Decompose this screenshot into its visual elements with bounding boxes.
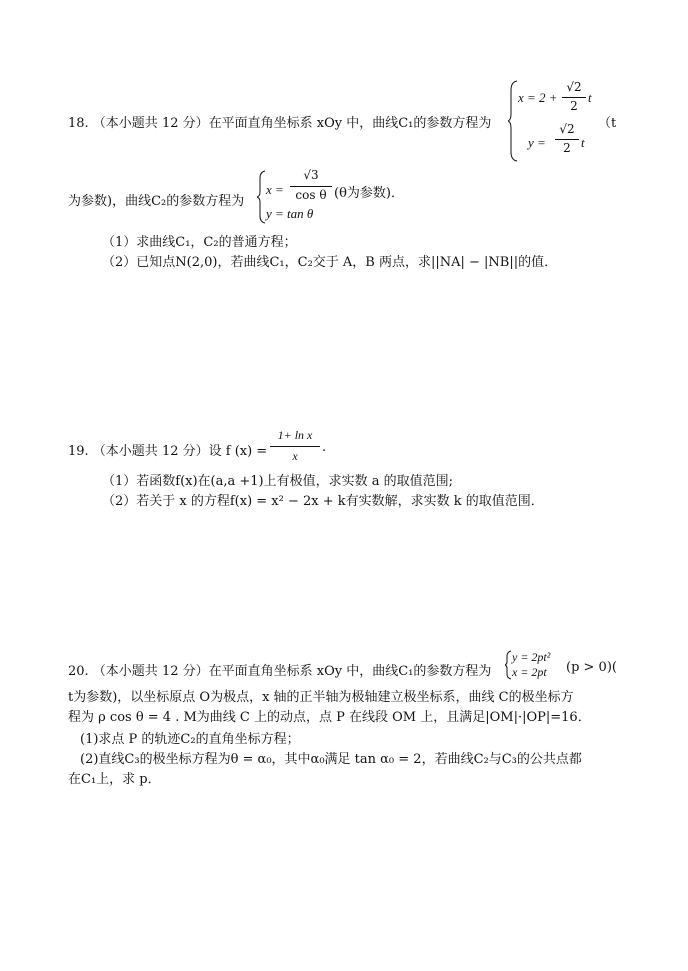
q20-part2: (2)直线C₃的极坐标方程为θ = α₀，其中α₀满足 tan α₀ = 2，若曲线C₂与C₃的公共点都 [80, 752, 582, 767]
q19-frac-num: 1+ ln x [277, 428, 313, 442]
q18-sys1-y-num: √2 [559, 122, 575, 136]
q18-sys1-y-lhs: y = [528, 135, 546, 150]
q18-sys1-x-den: 2 [570, 99, 578, 113]
q18-sys1-y-var: t [581, 135, 585, 150]
q20-part1: (1)求点 P 的轨迹C₂的直角坐标方程； [80, 732, 300, 747]
q19-frac-bar [270, 446, 320, 447]
q18-sys2-x-tail: (θ为参数)． [334, 186, 404, 201]
q20-sys-tail: (p > 0)( [566, 660, 617, 675]
q18-sys2-y: y = tan θ [266, 206, 314, 221]
q19-part1: （1）若函数f(x)在(a,a +1)上有极值，求实数 a 的取值范围; [102, 474, 454, 489]
q20-part2-cont: 在C₁上，求 p． [68, 772, 161, 787]
q18-line1: 18. （本小题共 12 分）在平面直角坐标系 xOy 中，曲线C₁的参数方程为 [68, 116, 492, 131]
q18-line2: 为参数)，曲线C₂的参数方程为 [68, 194, 245, 209]
q20-system-brace [505, 650, 512, 680]
q18-sys2-x-bar [290, 186, 332, 187]
q20-sys-bot: x = 2pt [512, 665, 547, 679]
q18-sys2-x-den: cos θ [295, 188, 327, 202]
q18-sys2-x-lhs: x = [266, 182, 284, 197]
q19-frac-den: x [292, 449, 298, 463]
q19-part2: （2）若关于 x 的方程f(x) = x² − 2x + k有实数解，求实数 k 的取值范围． [102, 494, 544, 509]
q20-line3: 程为 ρ cos θ = 4 . M为曲线 C 上的动点，点 P 在线段 OM 上，且满足|OM|·|OP|=16． [68, 710, 591, 725]
q18-part1: （1）求曲线C₁，C₂的普通方程； [102, 235, 297, 250]
q19-line1: 19. （本小题共 12 分）设 f (x) = [68, 444, 268, 459]
q18-sys1-y-den: 2 [563, 141, 571, 155]
q20-line2: t为参数)，以坐标原点 O为极点，x 轴的正半轴为极轴建立极坐标系，曲线 C的极坐标方 [68, 690, 574, 705]
q18-sys1-x-var: t [588, 90, 592, 105]
q20-line1: 20. （本小题共 12 分）在平面直角坐标系 xOy 中，曲线C₁的参数方程为 [68, 664, 492, 679]
q18-system2-brace [257, 170, 266, 224]
q18-part2: （2）已知点N(2,0)，若曲线C₁，C₂交于 A，B 两点，求||NA| − |NB||的值． [102, 255, 558, 270]
q18-sys1-x-lhs: x = 2 + [518, 90, 558, 105]
q18-sys1-x-num: √2 [566, 80, 582, 94]
q18-sys1-x-bar [562, 97, 586, 98]
q20-sys-top: y = 2pt² [512, 650, 551, 664]
q18-sys1-y-bar [555, 139, 579, 140]
q18-sys2-x-num: √3 [303, 168, 319, 182]
q19-line1-tail: . [322, 440, 327, 455]
q18-line1-tail: （t [598, 116, 617, 131]
q18-system1-brace [508, 80, 518, 162]
